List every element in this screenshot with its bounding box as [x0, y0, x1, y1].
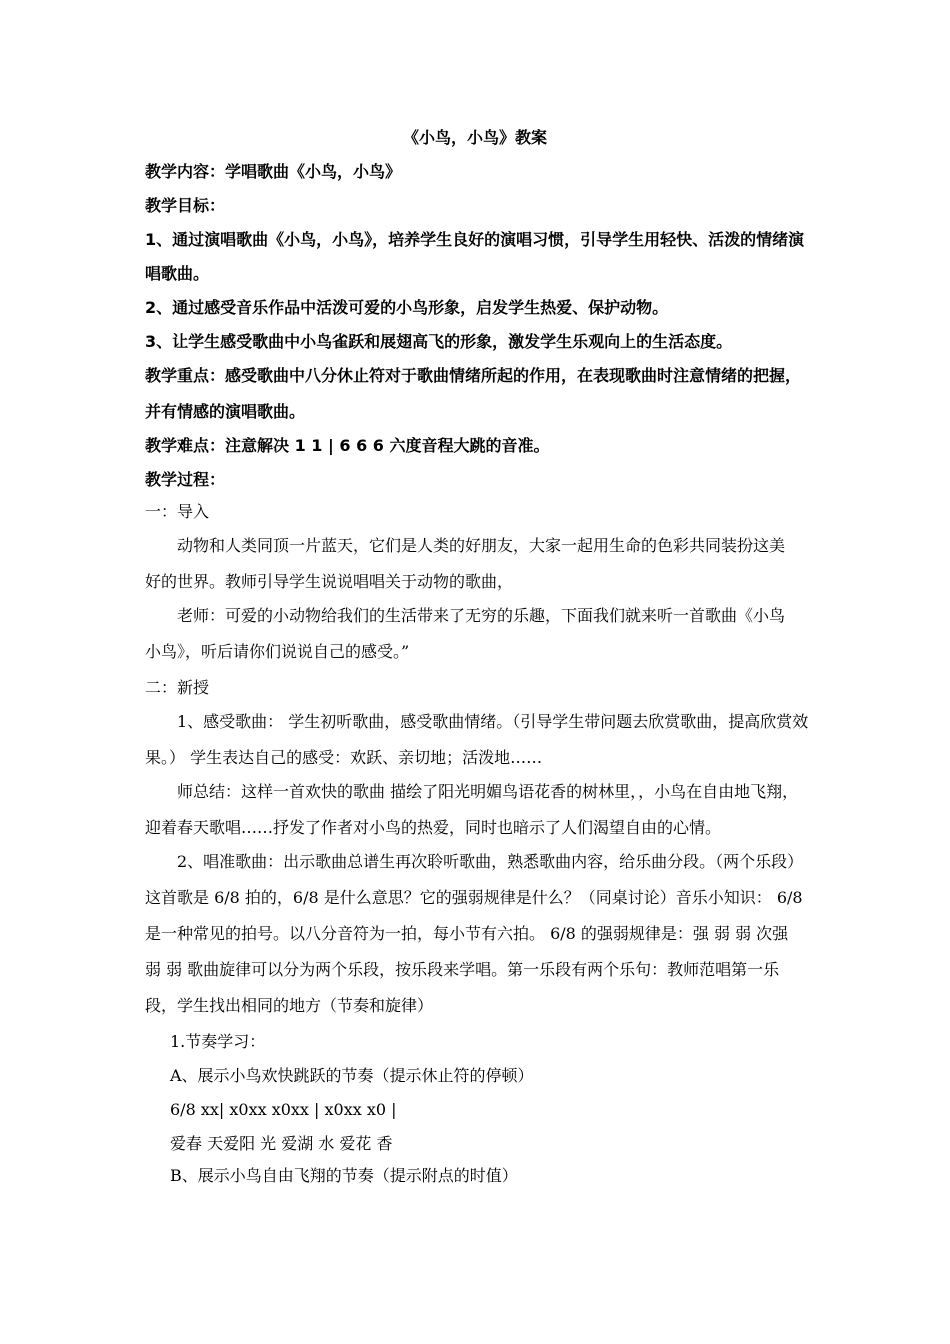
goal-1-line-1: 1、通过演唱歌曲《小鸟，小鸟》，培养学生良好的演唱习惯，引导学生用轻快、活泼的情绪演 [145, 230, 805, 249]
section-1-para-1-line-1: 动物和人类同顶一片蓝天，它们是人类的好朋友，大家一起用生命的色彩共同装扮这美 [177, 536, 786, 555]
section-1-heading: 一：导入 [145, 502, 210, 521]
section-2-para-3-line-1: 2、唱准歌曲：出示歌曲总谱生再次聆听歌曲，熟悉歌曲内容，给乐曲分段。（两个乐段） [177, 852, 804, 871]
document-title: 《小鸟，小鸟》教案 [402, 128, 547, 147]
section-1-para-1-line-2: 好的世界。教师引导学生说说唱唱关于动物的歌曲， [145, 572, 514, 591]
section-2-para-2-line-2: 迎着春天歌唱……抒发了作者对小鸟的热爱，同时也暗示了人们渴望自由的心情。 [145, 818, 722, 837]
section-2-para-3-line-5: 段，学生找出相同的地方（节奏和旋律） [145, 996, 434, 1015]
goal-2: 2、通过感受音乐作品中活泼可爱的小鸟形象，启发学生热爱、保护动物。 [145, 298, 669, 317]
key-point-line-2: 并有情感的演唱歌曲。 [145, 402, 306, 421]
goal-3: 3、让学生感受歌曲中小鸟雀跃和展翅高飞的形象，激发学生乐观向上的生活态度。 [145, 332, 733, 351]
section-2-heading: 二：新授 [145, 678, 210, 697]
section-2-para-3-line-3: 是一种常见的拍号。以八分音符为一拍，每小节有六拍。 6/8 的强弱规律是：强 弱 弱 次强 [145, 924, 789, 943]
difficulty-point: 教学难点：注意解决 1 1 | 6 6 6 六度音程大跳的音准。 [145, 436, 550, 455]
teaching-content: 教学内容：学唱歌曲《小鸟，小鸟》 [145, 162, 402, 181]
section-1-para-2-line-2: 小鸟》，听后请你们说说自己的感受。” [145, 642, 410, 661]
rhythm-item-a: A、展示小鸟欢快跳跃的节奏（提示休止符的停顿） [170, 1066, 534, 1085]
rhythm-notation: 6/8 xx| x0xx x0xx | x0xx x0 | [170, 1100, 397, 1119]
section-2-para-2-line-1: 师总结：这样一首欢快的歌曲 描绘了阳光明媚鸟语花香的树林里，，小鸟在自由地飞翔， [177, 782, 799, 801]
section-1-para-2-line-1: 老师：可爱的小动物给我们的生活带来了无穷的乐趣，下面我们就来听一首歌曲《小鸟 [177, 606, 786, 625]
process-label: 教学过程： [145, 470, 226, 489]
goal-1-line-2: 唱歌曲。 [145, 264, 210, 283]
goals-label: 教学目标： [145, 196, 226, 215]
section-2-para-1-line-2: 果。） 学生表达自己的感受：欢跃、亲切地；活泼地…… [145, 748, 543, 767]
section-2-para-3-line-4: 弱 弱 歌曲旋律可以分为两个乐段，按乐段来学唱。第一乐段有两个乐句：教师范唱第一乐 [145, 960, 780, 979]
section-2-para-3-line-2: 这首歌是 6/8 拍的，6/8 是什么意思？它的强弱规律是什么？（同桌讨论）音乐小知识： 6/8 [145, 888, 803, 907]
rhythm-heading: 1.节奏学习： [170, 1032, 266, 1051]
section-2-para-1-line-1: 1、感受歌曲： 学生初听歌曲，感受歌曲情绪。（引导学生带问题去欣赏歌曲，提高欣赏效 [177, 712, 809, 731]
rhythm-lyrics: 爱春 天爱阳 光 爱湖 水 爱花 香 [170, 1134, 393, 1153]
rhythm-item-b: B、展示小鸟自由飞翔的节奏（提示附点的时值） [170, 1166, 518, 1185]
key-point-line-1: 教学重点：感受歌曲中八分休止符对于歌曲情绪所起的作用，在表现歌曲时注意情绪的把握， [145, 366, 802, 385]
